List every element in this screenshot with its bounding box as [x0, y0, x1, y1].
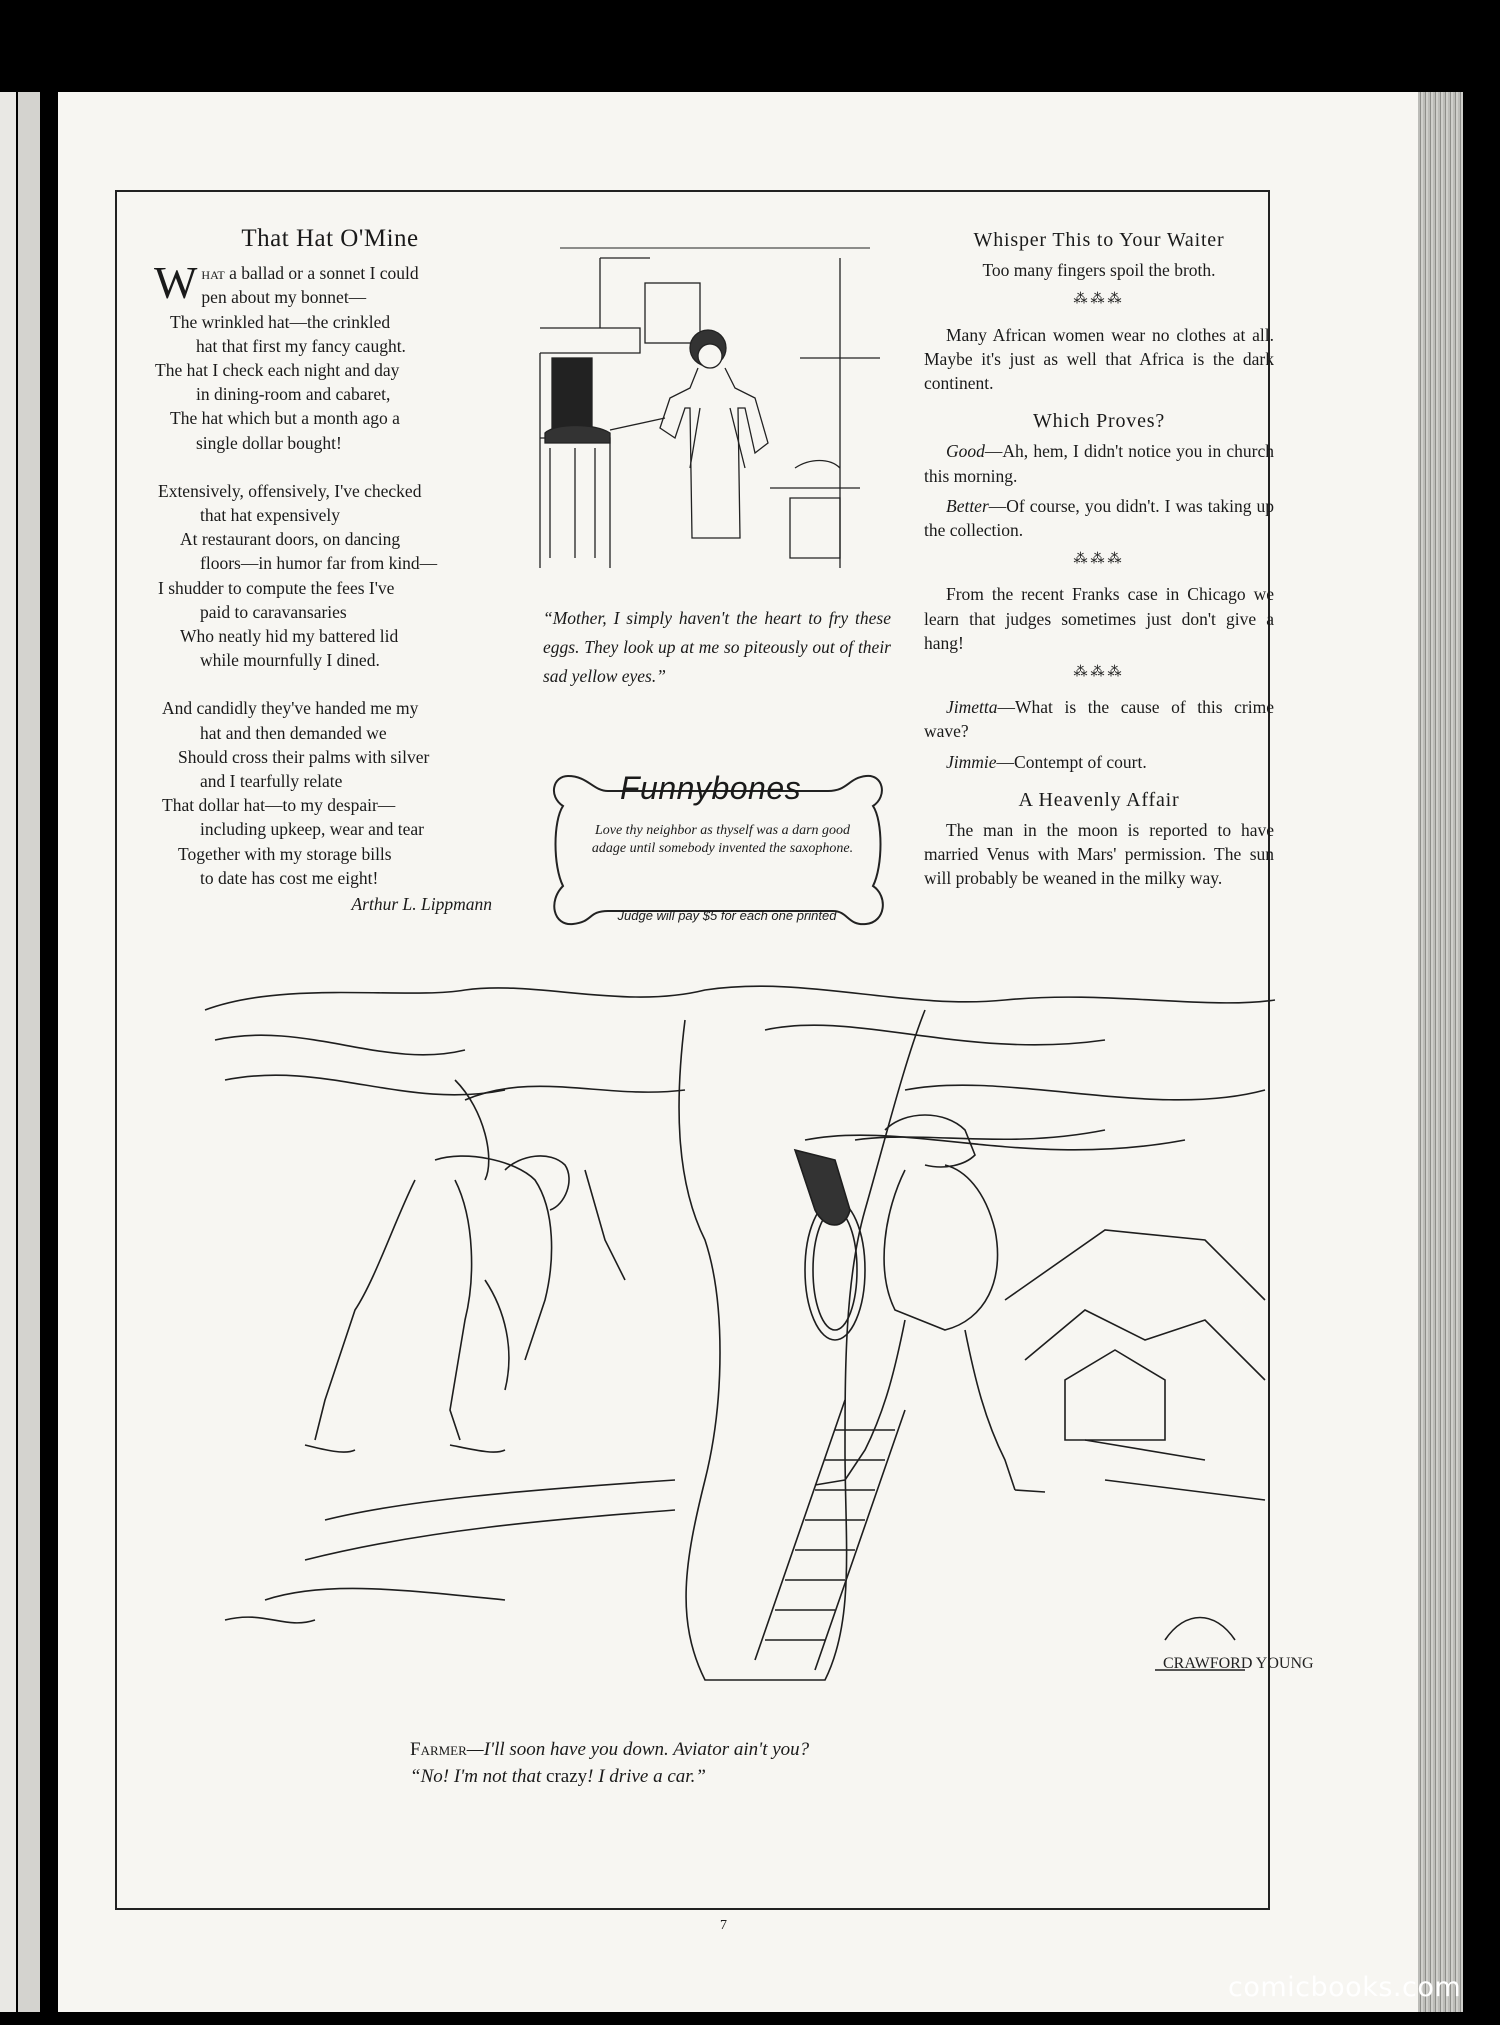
left-page-gutter	[18, 92, 40, 2012]
heavenly-joke: The man in the moon is reported to have married Venus with Mars' permission. The sun will probably be weaned in the milky way.	[924, 820, 1274, 889]
poem-line: The wrinkled hat—the crinkled	[170, 311, 391, 332]
poem-stanza-1	[150, 257, 510, 455]
funnybones-title: Funnybones	[620, 770, 802, 806]
poem-line: hat and then demanded we	[200, 722, 387, 743]
ornament: ⁂⁂⁂	[1073, 292, 1125, 308]
poem-line: And candidly they've handed me my	[162, 698, 419, 719]
left-page-edge	[0, 92, 16, 2012]
jokes-column	[924, 228, 1274, 897]
poem-line: that hat expensively	[200, 505, 340, 526]
first-word: hat	[201, 263, 225, 284]
better-line	[924, 494, 1274, 542]
poem-line: in dining-room and cabaret,	[196, 384, 391, 405]
whisper-title: Whisper This to Your Waiter	[973, 229, 1225, 251]
jimetta-line	[924, 695, 1274, 743]
poem-line: pen about my bonnet—	[201, 287, 367, 308]
poem-line: Who neatly hid my battered lid	[180, 626, 399, 647]
page-number: 7	[720, 1918, 727, 1933]
caption-line-1	[410, 1736, 1110, 1763]
poem-line: floors—in humor far from kind—	[200, 553, 438, 574]
dialogue-text: —What is the cause of this crime wave?	[924, 697, 1274, 742]
caption-line-2	[410, 1763, 1110, 1790]
caption-text: —I'll soon have you down. Aviator ain't you?	[466, 1739, 810, 1760]
poem-line: I shudder to compute the fees I've	[158, 577, 395, 598]
which-proves-title: Which Proves?	[1032, 410, 1166, 433]
poem-column	[150, 227, 510, 916]
good-line	[924, 439, 1274, 487]
drop-cap: W	[154, 257, 198, 309]
funnybones-footer: Judge will pay $5 for each one printed	[617, 908, 837, 923]
caption-text: “No! I'm not that	[410, 1766, 547, 1787]
tree-cartoon-caption	[410, 1736, 1110, 1790]
poem-line: and I tearfully relate	[200, 771, 343, 792]
poem-line: hat that first my fancy caught.	[196, 335, 406, 356]
caption-text: crazy	[546, 1766, 588, 1787]
speaker-jimetta: Jimetta	[946, 697, 998, 718]
poem-line: Together with my storage bills	[178, 843, 392, 864]
kitchen-illustration	[540, 238, 890, 578]
poem-line: Should cross their palms with silver	[178, 746, 430, 767]
poem-line: That dollar hat—to my despair—	[162, 795, 396, 816]
poem-line: At restaurant doors, on dancing	[180, 529, 401, 550]
speaker-jimmie: Jimmie	[946, 751, 997, 772]
poem-line: including upkeep, wear and tear	[200, 819, 425, 840]
dialogue-text: —Contempt of court.	[996, 751, 1147, 772]
poem-line: a ballad or a sonnet I could	[229, 263, 419, 284]
poem-line: to date has cost me eight!	[200, 867, 379, 888]
speaker-farmer: Farmer	[410, 1739, 467, 1760]
kitchen-caption: “Mother, I simply haven't the heart to fry these eggs. They look up at me so piteously out of their sad yellow eyes.”	[543, 608, 891, 686]
poem-stanza-3	[150, 696, 510, 890]
funnybones-text: Love thy neighbor as thyself was a darn good adage until somebody invented the saxophone.	[591, 823, 854, 856]
heavenly-title: A Heavenly Affair	[1018, 788, 1180, 811]
jimmie-line	[924, 750, 1274, 774]
poem-title: That Hat O'Mine	[241, 225, 419, 252]
poem-line: Extensively, offensively, I've checked	[158, 480, 422, 501]
caption-text: ! I drive a car.”	[587, 1766, 706, 1787]
africa-joke: Many African women wear no clothes at all. Maybe it's just as well that Africa is the dark continent.	[924, 324, 1274, 394]
speaker-good: Good	[946, 441, 985, 462]
whisper-line: Too many fingers spoil the broth.	[982, 260, 1216, 281]
poem-line: paid to caravansaries	[200, 601, 347, 622]
poem-line: single dollar bought!	[196, 432, 342, 453]
franks-joke: From the recent Franks case in Chicago we learn that judges sometimes just don't give a hang!	[924, 584, 1274, 653]
poem-stanza-2	[150, 479, 510, 673]
poem-line: The hat I check each night and day	[155, 360, 400, 381]
poem-line: The hat which but a month ago a	[170, 408, 400, 429]
watermark: comicbooks.com	[1228, 1972, 1462, 2003]
artist-signature: CRAWFORD YOUNG	[1163, 1655, 1314, 1672]
book-page-edges	[1418, 92, 1463, 2012]
ornament: ⁂⁂⁂	[1073, 665, 1125, 681]
ornament: ⁂⁂⁂	[1073, 552, 1125, 568]
tree-cartoon-illustration	[205, 980, 1314, 1700]
poem-byline: Arthur L. Lippmann	[351, 894, 492, 915]
dialogue-text: —Ah, hem, I didn't notice you in church this morning.	[924, 441, 1274, 486]
speaker-better: Better	[946, 495, 989, 516]
poem-line: while mournfully I dined.	[200, 650, 380, 671]
dialogue-text: —Of course, you didn't. I was taking up the collection.	[924, 495, 1274, 541]
